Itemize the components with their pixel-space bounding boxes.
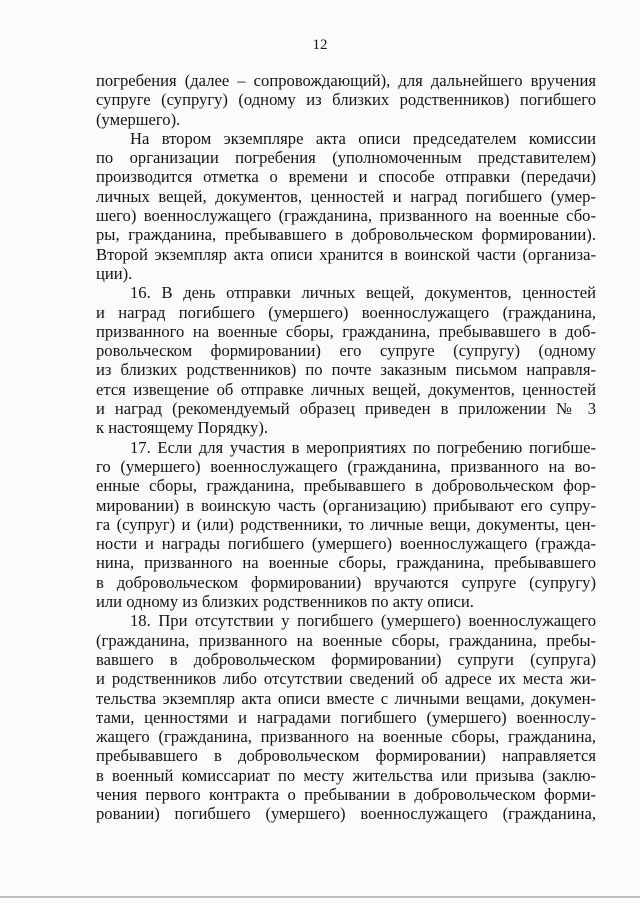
- text-line: нина, призванного на военные сборы, гражданина, пребывавшего: [96, 553, 596, 573]
- text-line: тами, ценностями и наградами погибшего (умершего) военнослу-: [96, 707, 596, 727]
- text-line: ции).: [96, 263, 133, 283]
- text-line: в добровольческом формировании) вручаются супруге (супругу): [96, 572, 596, 592]
- text-line: погребения (далее – сопровождающий), для дальнейшего вручения: [96, 71, 596, 90]
- text-line: чения первого контракта о пребывании в добровольческом форми-: [96, 784, 596, 804]
- text-line: (гражданина, призванного на военные сборы, гражданина, пребы-: [96, 630, 596, 650]
- text-line: призванного на военные сборы, гражданина, пребывавшего в доб-: [96, 321, 596, 341]
- page-number: 12: [312, 37, 328, 53]
- text-line: и наград (рекомендуемый образец приведен в приложении № 3: [96, 399, 596, 419]
- text-line: 16. В день отправки личных вещей, документов, ценностей: [130, 283, 596, 303]
- text-line: ется извещение об отправке личных вещей, документов, ценностей: [96, 379, 596, 399]
- text-line: га (супруг) и (или) родственники, то личные вещи, документы, цен-: [96, 514, 596, 534]
- paragraph: [96, 71, 596, 129]
- text-line: 18. При отсутствии у погибшего (умершего) военнослужащего: [130, 611, 596, 631]
- text-line: ности и награды погибшего (умершего) военнослужащего (гражда-: [96, 534, 596, 554]
- text-line: и наград погибшего (умершего) военнослужащего (гражданина,: [96, 302, 596, 322]
- text-line: вавшего в добровольческом формировании) супруги (супруга): [96, 649, 596, 669]
- text-line: (умершего).: [96, 109, 181, 129]
- text-line: шего) военнослужащего (гражданина, призванного на военные сбо-: [96, 206, 596, 226]
- text-line: ровольческом формировании) его супруге (супругу) (одному: [96, 341, 596, 361]
- text-line: жащего (гражданина, призванного на военные сборы, гражданина,: [96, 727, 596, 747]
- text-line: производится отметка о времени и способе отправки (передачи): [96, 167, 596, 187]
- text-line: по организации погребения (уполномоченным представителем): [96, 148, 596, 168]
- paragraph: [96, 611, 596, 823]
- text-line: пребывавшего в добровольческом формировании) направляется: [96, 746, 596, 766]
- text-line: из близких родственников) по почте заказным письмом направля-: [96, 360, 596, 380]
- text-line: к настоящему Порядку).: [96, 418, 269, 438]
- text-line: 17. Если для участия в мероприятиях по погребению погибше-: [130, 437, 596, 457]
- text-line: личных вещей, документов, ценностей и наград погибшего (умер-: [96, 186, 596, 206]
- page-bottom-edge: [0, 896, 640, 898]
- text-line: го (умершего) военнослужащего (гражданина, призванного на во-: [96, 456, 596, 476]
- text-line: На втором экземпляре акта описи председателем комиссии: [130, 128, 596, 148]
- text-line: Второй экземпляр акта описи хранится в воинской части (организа-: [96, 244, 596, 264]
- paragraph: [96, 129, 596, 283]
- text-line: ры, гражданина, пребывавшего в добровольческом формировании).: [96, 225, 596, 245]
- paragraph: [96, 283, 596, 437]
- body-text: [96, 71, 596, 824]
- text-line: ровании) погибшего (умершего) военнослужащего (гражданина,: [96, 804, 596, 824]
- text-line: в военный комиссариат по месту жительства или призыва (заклю-: [96, 765, 596, 785]
- text-line: и родственников либо отсутствии сведений об адресе их места жи-: [96, 669, 596, 689]
- text-line: супруге (супругу) (одному из близких родственников) погибшего: [96, 90, 596, 110]
- text-line: енные сборы, гражданина, пребывавшего в добровольческом фор-: [96, 476, 596, 496]
- paragraph: [96, 438, 596, 612]
- text-line: мировании) в воинскую часть (организацию) прибывают его супру-: [96, 495, 596, 515]
- text-line: или одному из близких родственников по акту описи.: [96, 592, 474, 612]
- text-line: тельства экземпляр акта описи вместе с личными вещами, докумен-: [96, 688, 596, 708]
